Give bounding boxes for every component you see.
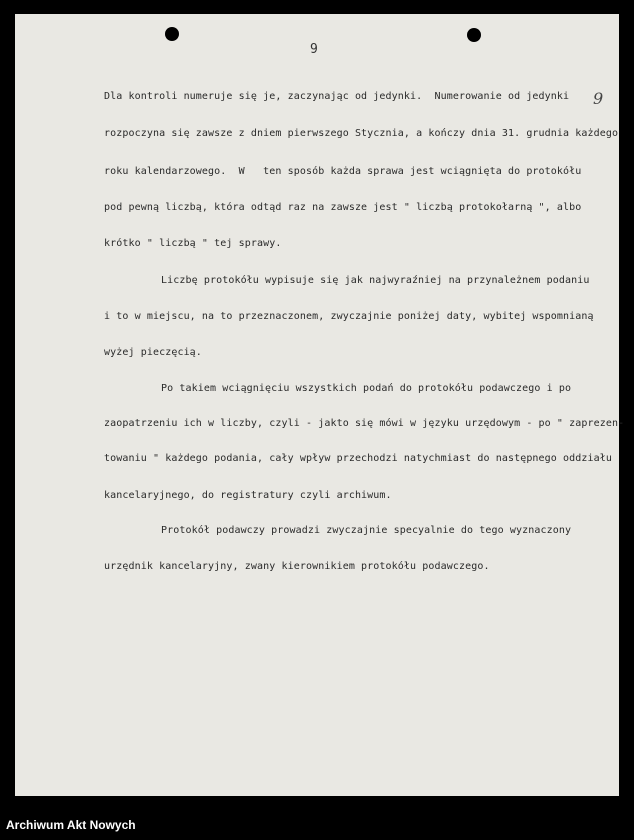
paragraph-1-line-3: roku kalendarzowego. W ten sposób każda sprawa jest wciągnięta do protokółu xyxy=(104,166,582,177)
paragraph-3-line-2: zaopatrzeniu ich w liczby, czyli - jakto się mówi w języku urzędowym - po " zaprezen- xyxy=(104,418,625,429)
paragraph-3-line-4: kancelaryjnego, do registratury czyli archiwum. xyxy=(104,490,392,501)
paragraph-4-line-2: urzędnik kancelaryjny, zwany kierownikiem protokółu podawczego. xyxy=(104,561,490,572)
handwritten-margin-mark: 9 xyxy=(593,89,604,108)
paragraph-3-line-1: Po takiem wciągnięciu wszystkich podań do protokółu podawczego i po xyxy=(161,383,572,394)
paragraph-1-line-1: Dla kontroli numeruje się je, zaczynając od jedynki. Numerowanie od jedynki xyxy=(104,91,570,102)
paragraph-2-line-1: Liczbę protokółu wypisuje się jak najwyraźniej na przynależnem podaniu xyxy=(161,275,590,286)
document-page xyxy=(15,14,625,796)
paragraph-2-line-3: wyżej pieczęcią. xyxy=(104,347,202,358)
paragraph-1-line-2: rozpoczyna się zawsze z dniem pierwszego Stycznia, a kończy dnia 31. grudnia każdego xyxy=(104,128,619,139)
paragraph-1-line-5: krótko " liczbą " tej sprawy. xyxy=(104,238,282,249)
punch-hole-left xyxy=(165,27,179,41)
punch-hole-right xyxy=(467,28,481,42)
paragraph-4-line-1: Protokół podawczy prowadzi zwyczajnie specyalnie do tego wyznaczony xyxy=(161,525,572,536)
paragraph-3-line-3: towaniu " każdego podania, cały wpływ przechodzi natychmiast do następnego oddziału xyxy=(104,453,613,464)
archive-watermark: Archiwum Akt Nowych xyxy=(6,818,136,832)
page-number: 9 xyxy=(310,42,318,57)
paragraph-2-line-2: i to w miejscu, na to przeznaczonem, zwyczajnie poniżej daty, wybitej wspomnianą xyxy=(104,311,594,322)
paragraph-1-line-4: pod pewną liczbą, która odtąd raz na zawsze jest " liczbą protokołarną ", albo xyxy=(104,202,582,213)
